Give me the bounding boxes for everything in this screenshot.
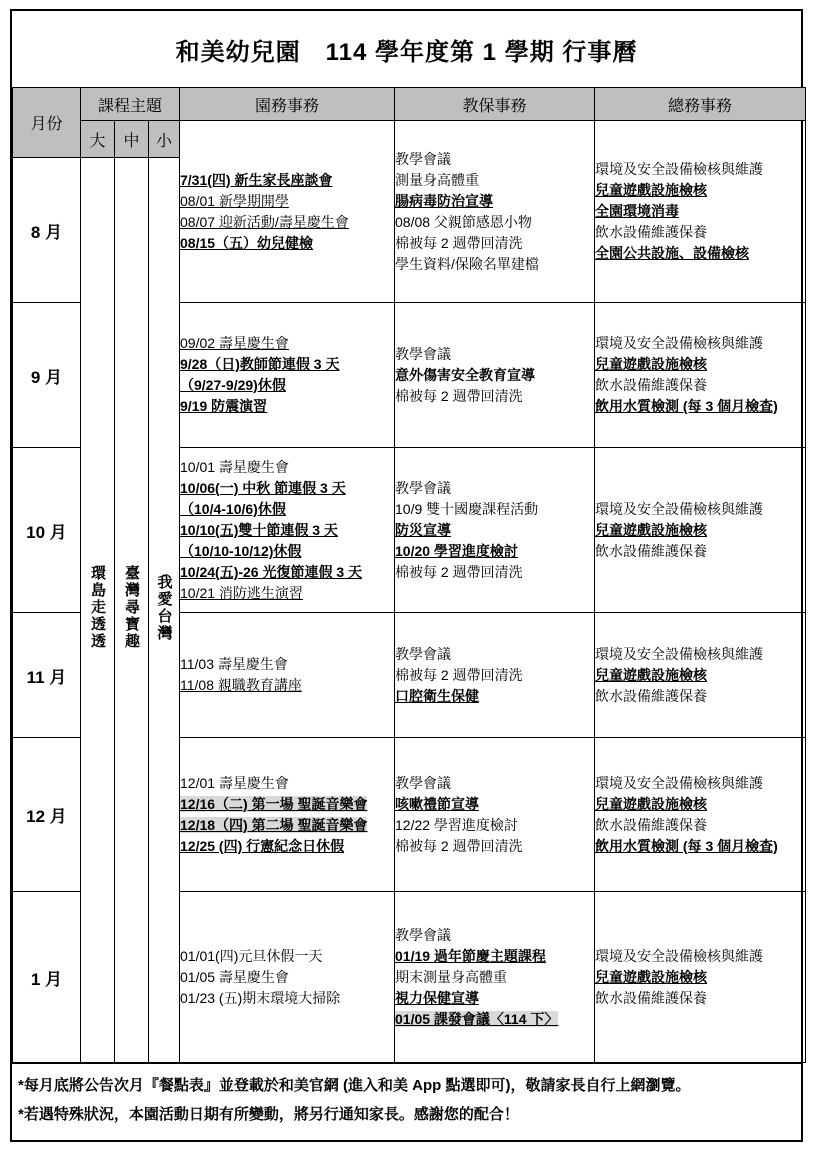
calendar-entry: 飲水設備維護保養: [595, 224, 707, 240]
theme-middle-text: 臺灣尋寶趣: [123, 565, 140, 650]
calendar-entry: 教學會議: [395, 645, 451, 662]
calendar-entry: 01/05 壽星慶生會: [180, 968, 289, 985]
calendar-entry: 飲用水質檢測 (每 3 個月檢查): [595, 398, 778, 414]
cell-oct-general-affairs: [595, 448, 806, 613]
month-label-january: 1 月: [13, 892, 81, 1063]
calendar-entry: 10/21 消防逃生演習: [180, 584, 303, 601]
calendar-entry: 飲水設備維護保養: [595, 687, 707, 704]
calendar-entry: 環境及安全設備檢核與維護: [595, 947, 763, 964]
calendar-entry: 意外傷害安全教育宣導: [395, 366, 535, 383]
calendar-entry: 10/9 雙十國慶課程活動: [395, 500, 539, 517]
header-general-affairs: 總務事務: [595, 88, 806, 121]
header-school-affairs: 園務事務: [180, 88, 395, 121]
calendar-entry: 08/15（五）幼兒健檢: [180, 234, 314, 251]
calendar-entry: 教學會議: [395, 479, 451, 496]
calendar-entry: 兒童遊戲設施檢核: [595, 356, 707, 372]
cell-dec-general-affairs: [595, 738, 806, 892]
month-label-november: 11 月: [13, 613, 81, 738]
calendar-entry: 兒童遊戲設施檢核: [595, 795, 707, 812]
cell-jan-care-affairs: [395, 892, 595, 1063]
cell-aug-general-affairs: [595, 121, 806, 303]
calendar-entry: 教學會議: [395, 926, 451, 943]
calendar-entry: 01/01(四)元旦休假一天: [180, 947, 323, 964]
footer-notes: [12, 1063, 801, 1140]
cell-sep-care-affairs: [395, 303, 595, 448]
calendar-table: [12, 87, 806, 1063]
header-class-younger: 小: [149, 121, 180, 158]
calendar-entry: 9/19 防震演習: [180, 398, 268, 414]
calendar-entry: 全園公共設施、設備檢核: [595, 245, 749, 261]
calendar-entry: 腸病毒防治宣導: [395, 192, 493, 209]
header-course-theme: 課程主題: [81, 88, 180, 121]
calendar-entry: 兒童遊戲設施檢核: [595, 968, 707, 985]
calendar-entry: 01/19 過年節慶主題課程: [395, 947, 546, 964]
calendar-entry: （10/10-10/12)休假: [180, 542, 302, 559]
calendar-entry: 全園環境消毒: [595, 203, 679, 219]
theme-middle-class: [115, 158, 149, 1063]
calendar-entry: 教學會議: [395, 345, 451, 362]
month-label-september: 9 月: [13, 303, 81, 448]
month-label-august: 8 月: [13, 158, 81, 303]
calendar-entry: 11/08 親職教育講座: [180, 677, 302, 693]
theme-older-text: 環島走透透: [89, 565, 106, 650]
calendar-entry: 環境及安全設備檢核與維護: [595, 774, 763, 791]
calendar-entry: 兒童遊戲設施檢核: [595, 521, 707, 538]
calendar-entry: 飲水設備維護保養: [595, 816, 707, 833]
calendar-entry: 12/16（二) 第一場 聖誕音樂會: [180, 795, 368, 812]
cell-jan-school-affairs: [180, 892, 395, 1063]
calendar-entry: （9/27-9/29)休假: [180, 377, 286, 393]
calendar-entry: 棉被每 2 週帶回清洗: [395, 837, 523, 854]
calendar-entry: 9/28（日)教師節連假 3 天: [180, 356, 340, 372]
calendar-entry: 期末測量身高體重: [395, 968, 507, 985]
calendar-entry: 棉被每 2 週帶回清洗: [395, 563, 523, 580]
calendar-entry: 飲水設備維護保養: [595, 989, 707, 1006]
calendar-entry: 環境及安全設備檢核與維護: [595, 161, 763, 177]
cell-jan-general-affairs: [595, 892, 806, 1063]
header-care-affairs: 教保事務: [395, 88, 595, 121]
calendar-entry: 環境及安全設備檢核與維護: [595, 500, 763, 517]
calendar-entry: 教學會議: [395, 150, 451, 167]
cell-sep-school-affairs: [180, 303, 395, 448]
cell-nov-general-affairs: [595, 613, 806, 738]
cell-nov-school-affairs: [180, 613, 395, 738]
calendar-entry: 7/31(四) 新生家長座談會: [180, 171, 333, 188]
calendar-entry: 12/01 壽星慶生會: [180, 774, 289, 791]
cell-aug-school-affairs: [180, 121, 395, 303]
cell-nov-care-affairs: [395, 613, 595, 738]
calendar-entry: 10/24(五)-26 光復節連假 3 天: [180, 563, 363, 580]
calendar-entry: 11/03 壽星慶生會: [180, 656, 288, 672]
calendar-entry: 飲水設備維護保養: [595, 542, 707, 559]
header-class-older: 大: [81, 121, 115, 158]
calendar-entry: 08/07 迎新活動/壽星慶生會: [180, 213, 349, 230]
calendar-entry: 08/08 父親節感恩小物: [395, 213, 532, 230]
cell-oct-school-affairs: [180, 448, 395, 613]
calendar-entry: 12/18（四) 第二場 聖誕音樂會: [180, 816, 368, 833]
cell-sep-general-affairs: [595, 303, 806, 448]
calendar-entry: 兒童遊戲設施檢核: [595, 666, 707, 683]
calendar-entry: 學生資料/保險名單建檔: [395, 255, 539, 272]
calendar-entry: 視力保健宣導: [395, 989, 479, 1006]
calendar-entry: 環境及安全設備檢核與維護: [595, 645, 763, 662]
calendar-entry: 教學會議: [395, 774, 451, 791]
header-class-middle: 中: [115, 121, 149, 158]
calendar-entry: 防災宣導: [395, 521, 451, 538]
calendar-entry: 08/01 新學期開學: [180, 192, 289, 209]
footer-note-menu: *每月底將公告次月『餐點表』並登載於和美官網 (進入和美 App 點選即可)，敬請家長自行上網瀏覽。: [18, 1077, 691, 1094]
cell-oct-care-affairs: [395, 448, 595, 613]
theme-older-class: [81, 158, 115, 1063]
calendar-entry: 口腔衛生保健: [395, 687, 479, 704]
calendar-entry: 環境及安全設備檢核與維護: [595, 335, 763, 351]
cell-dec-care-affairs: [395, 738, 595, 892]
month-label-december: 12 月: [13, 738, 81, 892]
calendar-entry: 測量身高體重: [395, 171, 479, 188]
calendar-entry: 兒童遊戲設施檢核: [595, 182, 707, 198]
calendar-entry: （10/4-10/6)休假: [180, 500, 286, 517]
calendar-entry: 棉被每 2 週帶回清洗: [395, 234, 523, 251]
cell-dec-school-affairs: [180, 738, 395, 892]
calendar-entry: 10/01 壽星慶生會: [180, 458, 289, 475]
page-title: 和美幼兒園 114 學年度第 1 學期 行事曆: [175, 38, 638, 66]
calendar-sheet: [10, 9, 803, 1142]
footer-note-changes: *若遇特殊狀況，本園活動日期有所變動，將另行通知家長。感謝您的配合！: [18, 1106, 519, 1123]
calendar-entry: 棉被每 2 週帶回清洗: [395, 387, 523, 404]
cell-aug-care-affairs: [395, 121, 595, 303]
calendar-entry: 飲水設備維護保養: [595, 377, 707, 393]
calendar-entry: 棉被每 2 週帶回清洗: [395, 666, 523, 683]
theme-younger-text: 我愛台灣: [155, 573, 173, 642]
title-block: [12, 11, 801, 87]
header-month: 月份: [13, 88, 81, 158]
calendar-entry: 10/06(一) 中秋 節連假 3 天: [180, 479, 346, 496]
month-label-october: 10 月: [13, 448, 81, 613]
theme-younger-class: [149, 158, 180, 1063]
calendar-entry: 咳嗽禮節宣導: [395, 795, 479, 812]
calendar-entry: 飲用水質檢測 (每 3 個月檢查): [595, 837, 778, 854]
calendar-entry: 10/20 學習進度檢討: [395, 542, 518, 559]
calendar-entry: 01/23 (五)期末環境大掃除: [180, 989, 341, 1006]
calendar-entry: 09/02 壽星慶生會: [180, 335, 289, 351]
calendar-entry: 12/25 (四) 行憲紀念日休假: [180, 837, 345, 854]
calendar-entry: 12/22 學習進度檢討: [395, 816, 518, 833]
calendar-entry: 10/10(五)雙十節連假 3 天: [180, 521, 338, 538]
calendar-entry: 01/05 課發會議〈114 下〉: [395, 1010, 559, 1027]
